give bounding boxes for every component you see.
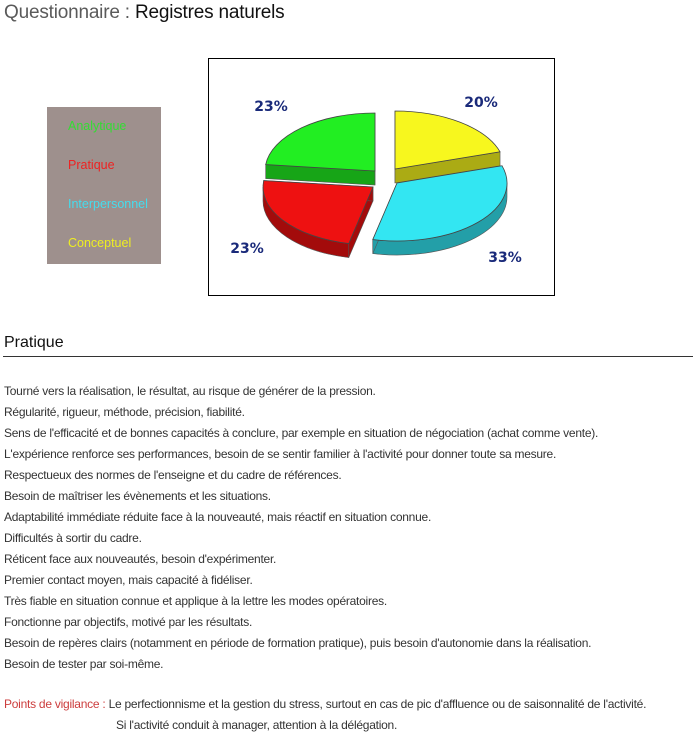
legend-box	[47, 107, 161, 264]
pie-label-analytique: 23%	[254, 99, 288, 115]
vigilance-block	[4, 694, 692, 736]
pie-label-interpersonnel: 33%	[488, 250, 522, 266]
description-list	[4, 381, 690, 675]
description-line: Besoin de tester par soi-même.	[4, 657, 164, 671]
page-title	[4, 2, 284, 24]
description-line: Adaptabilité immédiate réduite face à la nouveauté, mais réactif en situation connue.	[4, 510, 432, 524]
description-line: Besoin de maîtriser les évènements et les situations.	[4, 489, 271, 503]
title-prefix: Questionnaire :	[4, 2, 135, 23]
description-line: Régularité, rigueur, méthode, précision, fiabilité.	[4, 405, 245, 419]
legend-item-pratique: Pratique	[68, 158, 115, 172]
pie-slice-analytique	[266, 113, 375, 171]
legend-item-analytique: Analytique	[68, 119, 127, 133]
legend-item-interpersonnel: Interpersonnel	[68, 197, 148, 211]
vigilance-line-2: Si l'activité conduit à manager, attention à la délégation.	[116, 718, 398, 732]
pie-label-conceptuel: 20%	[464, 95, 498, 111]
pie-chart	[209, 59, 554, 295]
description-line: Premier contact moyen, mais capacité à fidéliser.	[4, 573, 253, 587]
section-divider	[3, 356, 693, 357]
pie-label-pratique: 23%	[230, 241, 264, 257]
description-line: Très fiable en situation connue et applique à la lettre les modes opératoires.	[4, 594, 387, 608]
description-line: Tourné vers la réalisation, le résultat, au risque de générer de la pression.	[4, 384, 376, 398]
pie-chart-frame	[208, 58, 555, 296]
description-line: L'expérience renforce ses performances, besoin de se sentir familier à l'activité pour donner toute sa mesure.	[4, 447, 557, 461]
description-line: Fonctionne par objectifs, motivé par les résultats.	[4, 615, 253, 629]
description-line: Respectueux des normes de l'enseigne et du cadre de références.	[4, 468, 342, 482]
vigilance-line-1: Le perfectionnisme et la gestion du stress, surtout en cas de pic d'affluence ou de saisonnalité de l'activité.	[105, 697, 647, 711]
description-line: Besoin de repères clairs (notamment en période de formation pratique), puis besoin d'autonomie dans la réalisation.	[4, 636, 592, 650]
section-title: Pratique	[4, 334, 64, 351]
description-line: Difficultés à sortir du cadre.	[4, 531, 142, 545]
title-name: Registres naturels	[134, 2, 285, 23]
vigilance-label: Points de vigilance :	[4, 697, 106, 711]
legend-item-conceptuel: Conceptuel	[68, 236, 132, 250]
description-line: Réticent face aux nouveautés, besoin d'expérimenter.	[4, 552, 277, 566]
description-line: Sens de l'efficacité et de bonnes capacités à conclure, par exemple en situation de négociation (achat comme vente).	[4, 426, 599, 440]
